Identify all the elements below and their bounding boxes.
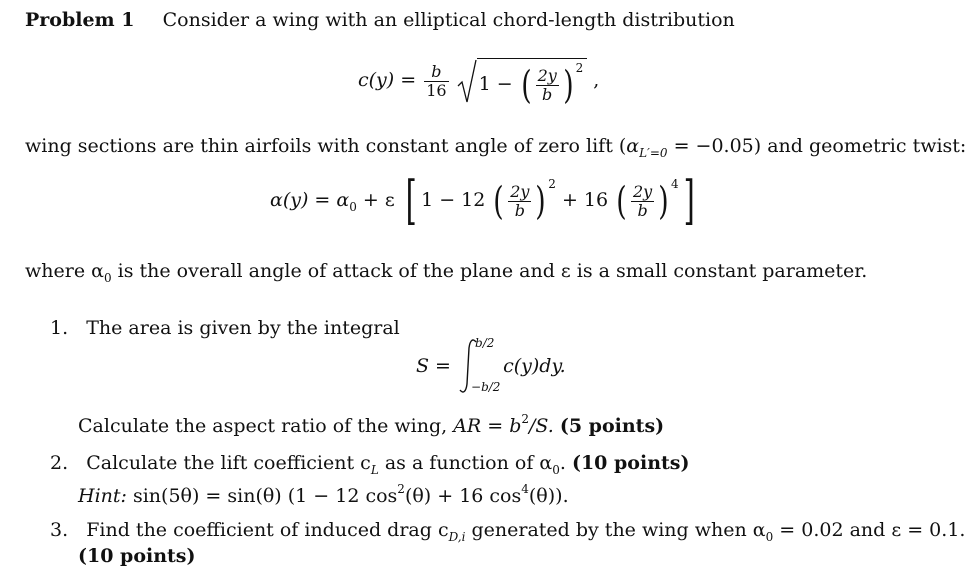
twist-eq-term2: + 16: [561, 189, 609, 211]
item-2-line: [50, 452, 689, 481]
integral-lower: −b/2: [471, 380, 501, 394]
chord-eq-frac-num: b: [424, 63, 448, 82]
left-bracket-icon: [: [405, 171, 417, 231]
item-3-text-a: Find the coefficient of induced drag c: [86, 519, 449, 541]
hint-a: sin(5θ) = sin(θ) (1 − 12 cos: [126, 485, 398, 507]
twist-eq-term1: 1 − 12: [421, 189, 486, 211]
item-1-text: The area is given by the integral: [86, 317, 400, 339]
chord-eq-lhs: c(y) =: [358, 69, 417, 91]
left-paren-icon: (: [493, 179, 504, 223]
chord-eq-exp: 2: [575, 61, 584, 75]
problem-heading-line: [25, 9, 735, 31]
twist-eq-frac-den: b: [514, 200, 525, 220]
item-2-text-a: Calculate the lift coefficient c: [86, 452, 371, 474]
item-3-sub2: 0: [765, 530, 774, 544]
where-a: where α: [25, 260, 104, 282]
twist-eq-exp2: 2: [548, 177, 556, 191]
item-2-num: 2.: [50, 452, 69, 474]
chord-eq-sqrt: [457, 58, 588, 107]
item-1-num: 1.: [50, 317, 69, 339]
chord-eq-trail: ,: [593, 69, 600, 91]
item-1-follow-a: Calculate the aspect ratio of the wing,: [78, 415, 454, 437]
hint-b: (θ) + 16 cos: [404, 485, 522, 507]
alpha-l0-value: = −0.05) and geometric twist:: [673, 135, 966, 157]
item-3-num: 3.: [50, 519, 69, 541]
alpha-l0: α: [626, 135, 640, 157]
item-2-text-c: .: [559, 452, 572, 474]
integral-sign: [457, 336, 501, 394]
item-3-points-line: [78, 545, 196, 567]
right-paren-icon: ): [535, 179, 547, 223]
item-1-follow: [78, 408, 664, 437]
twist-eq-frac-1: [508, 183, 531, 220]
item-3-text-b: generated by the wing when α: [465, 519, 766, 541]
sections-text: wing sections are thin airfoils with constant angle of zero lift (: [25, 135, 627, 157]
where-b: is the overall angle of attack of the plane and ε is a small constant parameter.: [111, 260, 868, 282]
item-1-line: [50, 317, 400, 339]
item-2-hint: [78, 478, 569, 507]
hint-exp2: 4: [521, 482, 529, 496]
chord-eq-one-minus: 1 −: [478, 73, 513, 95]
twist-eq-lhs-sub: 0: [349, 200, 357, 214]
twist-eq-frac-num: 2y: [510, 181, 530, 201]
twist-equation: [270, 171, 699, 231]
twist-eq-plus-eps: + ε: [362, 189, 395, 211]
chord-eq-frac-den: 16: [426, 80, 447, 100]
alpha-l0-sub: L′=0: [639, 146, 668, 160]
twist-eq-frac-num-2: 2y: [632, 181, 653, 201]
right-paren-icon: ): [563, 63, 574, 107]
right-bracket-icon: ]: [683, 171, 695, 231]
chord-eq-fraction: [424, 63, 448, 100]
area-integral: [416, 338, 566, 394]
hint-label: Hint:: [78, 485, 127, 507]
chord-eq-inner-frac: [536, 67, 559, 104]
item-3-points: (10 points): [78, 545, 196, 567]
item-3-text-c: = 0.02 and ε = 0.1.: [773, 519, 966, 541]
item-2-points: (10 points): [571, 452, 690, 474]
where-line: [25, 260, 867, 289]
twist-eq-frac-den-2: b: [637, 200, 648, 220]
left-paren-icon: (: [520, 63, 532, 107]
item-2-text-b: as a function of α: [378, 452, 553, 474]
item-1-ar: AR: [453, 415, 482, 437]
sections-line: [25, 135, 966, 164]
item-1-points: (5 points): [559, 415, 665, 437]
item-2-sub: L: [370, 463, 379, 477]
right-paren-icon: ): [658, 179, 669, 223]
problem-heading: Problem 1: [25, 9, 135, 31]
left-paren-icon: (: [616, 179, 627, 223]
item-2-sub2: 0: [552, 463, 560, 477]
item-1-follow-b: = b: [481, 415, 522, 437]
item-3-line: [50, 519, 965, 548]
chord-eq-inner-num: 2y: [537, 65, 557, 85]
item-1-follow-exp: 2: [521, 412, 530, 426]
twist-eq-exp4: 4: [671, 177, 679, 191]
integral-lhs: S =: [416, 355, 451, 377]
sqrt-sign-icon: [457, 58, 477, 104]
integrand: c(y)dy.: [503, 355, 566, 377]
chord-equation: [358, 58, 600, 107]
where-sub: 0: [103, 271, 112, 285]
item-3-sub: D,i: [448, 530, 466, 544]
hint-c: (θ)).: [528, 485, 569, 507]
problem-intro: Consider a wing with an elliptical chord-length distribution: [162, 9, 735, 31]
twist-eq-lhs: α(y) = α: [270, 189, 350, 211]
item-1-follow-c: /S.: [529, 415, 560, 437]
hint-exp1: 2: [397, 482, 405, 496]
twist-eq-frac-2: [631, 183, 654, 220]
integral-upper: b/2: [475, 336, 495, 350]
chord-eq-inner-den: b: [542, 84, 553, 104]
